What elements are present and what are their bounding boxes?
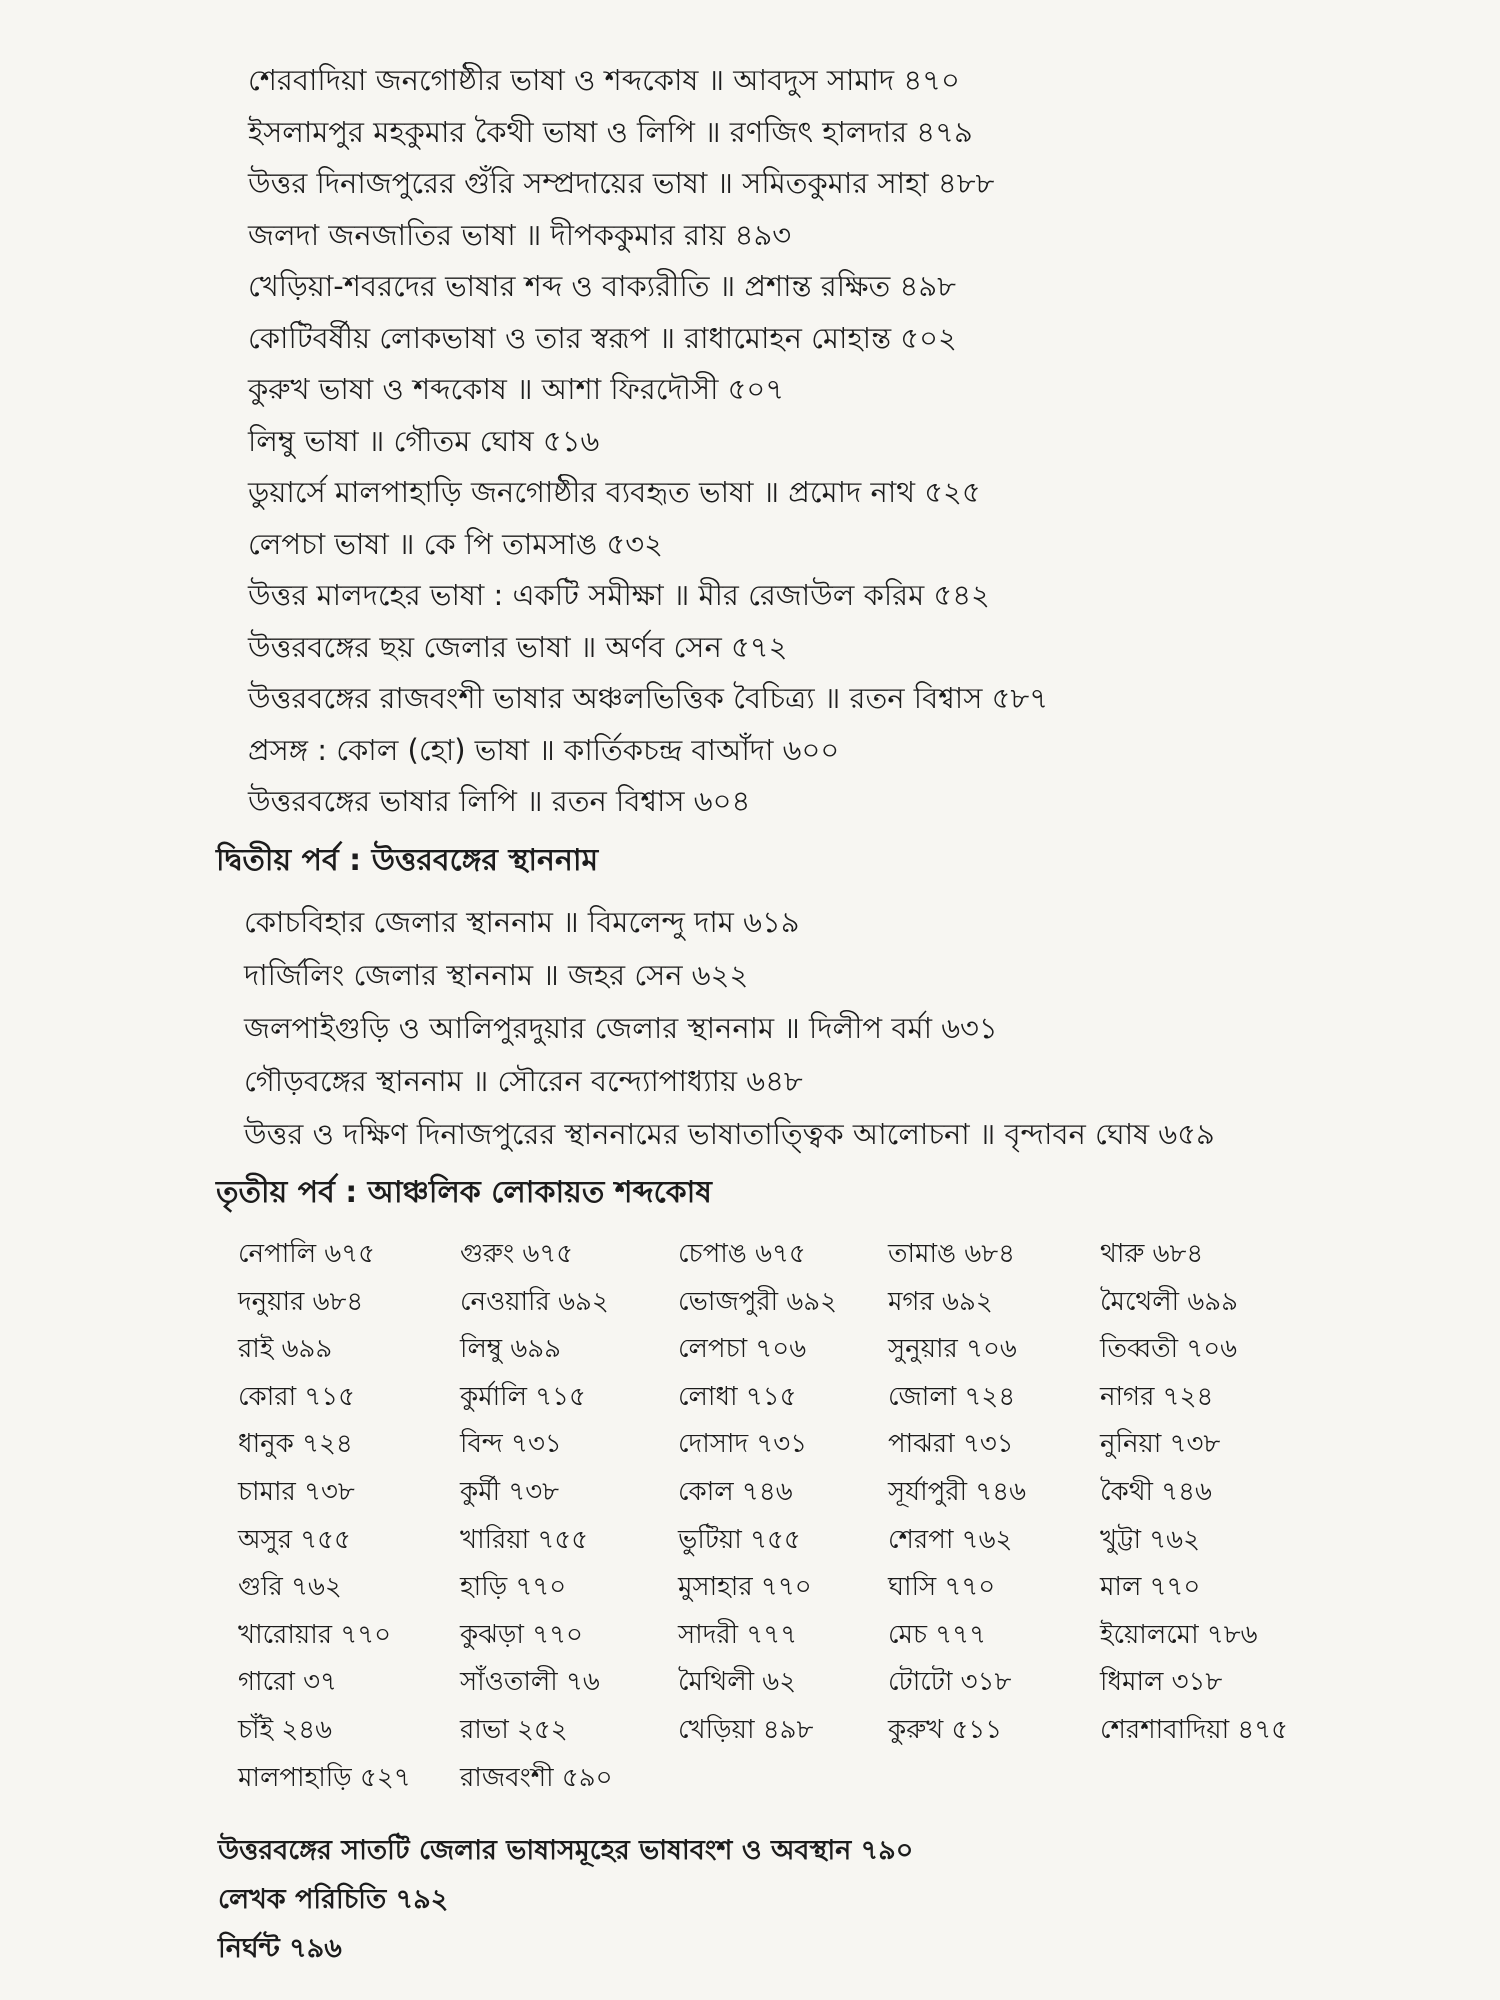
grid-row	[238, 1377, 1338, 1425]
glossary-item: সুনুয়ার ৭০৬	[888, 1334, 1017, 1365]
glossary-item: লেপচা ৭০৬	[678, 1334, 807, 1365]
toc-entry: কোচবিহার জেলার স্থাননাম ॥ বিমলেন্দু দাম ৬১৯	[244, 905, 800, 939]
glossary-item: নুনিয়া ৭৩৮	[1100, 1429, 1221, 1460]
glossary-item: মাল ৭৭০	[1100, 1572, 1201, 1603]
section-2-heading: দ্বিতীয় পর্ব : উত্তরবঙ্গের স্থাননাম	[216, 843, 599, 878]
glossary-item: কুঝড়া ৭৭০	[460, 1619, 583, 1650]
glossary-item: খারোয়ার ৭৭০	[238, 1619, 392, 1650]
glossary-item: শেরপা ৭৬২	[888, 1524, 1013, 1555]
glossary-grid	[238, 1234, 1338, 1805]
grid-row	[238, 1615, 1338, 1663]
grid-row	[238, 1758, 1338, 1806]
toc-entry: গৌড়বঙ্গের স্থাননাম ॥ সৌরেন বন্দ্যোপাধ্যায় ৬৪৮	[244, 1064, 803, 1098]
glossary-item: জোলা ৭২৪	[888, 1381, 1016, 1412]
grid-row	[238, 1329, 1338, 1377]
glossary-item: কুর্মালি ৭১৫	[460, 1381, 586, 1412]
glossary-item: ইয়োলমো ৭৮৬	[1100, 1619, 1258, 1650]
glossary-item: খেড়িয়া ৪৯৮	[678, 1714, 814, 1745]
glossary-item: সাদরী ৭৭৭	[678, 1619, 798, 1650]
grid-row	[238, 1567, 1338, 1615]
toc-entry-language-families: উত্তরবঙ্গের সাতটি জেলার ভাষাসমূহের ভাষাবংশ ও অবস্থান ৭৯০	[218, 1835, 914, 1866]
glossary-item: ধানুক ৭২৪	[238, 1429, 353, 1460]
glossary-item: কুর্মী ৭৩৮	[460, 1476, 560, 1507]
glossary-item: গারো ৩৭	[238, 1667, 337, 1698]
glossary-item: গুরুং ৬৭৫	[460, 1239, 574, 1269]
glossary-item: মেচ ৭৭৭	[888, 1619, 986, 1650]
glossary-item: মুসাহার ৭৭০	[678, 1572, 812, 1603]
glossary-item: চামার ৭৩৮	[238, 1476, 355, 1507]
grid-row	[238, 1662, 1338, 1710]
grid-row	[238, 1472, 1338, 1520]
glossary-item: টোটো ৩১৮	[888, 1667, 1012, 1698]
glossary-item: নাগর ৭২৪	[1100, 1381, 1214, 1412]
glossary-item: তিব্বতী ৭০৬	[1100, 1334, 1238, 1365]
grid-row	[238, 1424, 1338, 1472]
glossary-item: বিন্দ ৭৩১	[460, 1429, 562, 1460]
glossary-item: ভোজপুরী ৬৯২	[678, 1286, 838, 1317]
toc-entry: কোটিবর্ষীয় লোকভাষা ও তার স্বরূপ ॥ রাধামোহন মোহান্ত ৫০২	[248, 321, 957, 355]
toc-entry-author-bios: লেখক পরিচিতি ৭৯২	[218, 1884, 449, 1915]
grid-row	[238, 1520, 1338, 1568]
toc-entry: উত্তর ও দক্ষিণ দিনাজপুরের স্থাননামের ভাষাতাত্ত্বিক আলোচনা ॥ বৃন্দাবন ঘোষ ৬৫৯	[244, 1117, 1215, 1151]
glossary-item: মৈথিলী ৬২	[678, 1667, 797, 1698]
glossary-item: লোধা ৭১৫	[678, 1381, 797, 1412]
glossary-item: কোরা ৭১৫	[238, 1381, 356, 1412]
glossary-item: চেপাঙ ৬৭৫	[678, 1239, 806, 1269]
glossary-item: কৈথী ৭৪৬	[1100, 1476, 1212, 1507]
glossary-item: নেপালি ৬৭৫	[238, 1239, 376, 1269]
toc-entry: ইসলামপুর মহকুমার কৈথী ভাষা ও লিপি ॥ রণজিৎ হালদার ৪৭৯	[248, 115, 973, 149]
glossary-item: পাঝরা ৭৩১	[888, 1429, 1014, 1460]
glossary-item: ঘাসি ৭৭০	[888, 1572, 996, 1603]
section-3-heading: তৃতীয় পর্ব : আঞ্চলিক লোকায়ত শব্দকোষ	[216, 1175, 712, 1210]
toc-entry: লেপচা ভাষা ॥ কে পি তামসাঙ ৫৩২	[248, 527, 663, 561]
toc-entry: দার্জিলিং জেলার স্থাননাম ॥ জহর সেন ৬২২	[244, 958, 749, 992]
glossary-item: দনুয়ার ৬৮৪	[238, 1286, 364, 1317]
glossary-item: তামাঙ ৬৮৪	[888, 1239, 1016, 1269]
glossary-item: চাঁই ২৪৬	[238, 1714, 333, 1745]
glossary-item: থারু ৬৮৪	[1100, 1239, 1204, 1269]
toc-entry: লিম্বু ভাষা ॥ গৌতম ঘোষ ৫১৬	[248, 424, 600, 458]
glossary-item: দোসাদ ৭৩১	[678, 1429, 808, 1460]
glossary-item: নেওয়ারি ৬৯২	[460, 1286, 609, 1317]
glossary-item: হাড়ি ৭৭০	[460, 1572, 567, 1603]
toc-entry: ডুয়ার্সে মালপাহাড়ি জনগোষ্ঠীর ব্যবহৃত ভাষা ॥ প্রমোদ নাথ ৫২৫	[248, 475, 981, 509]
glossary-item: কুরুখ ৫১১	[888, 1714, 1003, 1745]
toc-entry: উত্তরবঙ্গের ছয় জেলার ভাষা ॥ অর্ণব সেন ৫৭২	[248, 630, 788, 664]
glossary-item: খারিয়া ৭৫৫	[460, 1524, 589, 1555]
glossary-item: রাই ৬৯৯	[238, 1334, 333, 1365]
glossary-item: ধিমাল ৩১৮	[1100, 1667, 1223, 1698]
glossary-item: গুরি ৭৬২	[238, 1572, 342, 1603]
glossary-item: মালপাহাড়ি ৫২৭	[238, 1762, 411, 1793]
toc-entry: উত্তর দিনাজপুরের গুঁরি সম্প্রদায়ের ভাষা ॥ সমিতকুমার সাহা ৪৮৮	[248, 166, 995, 200]
toc-entry-index: নির্ঘন্ট ৭৯৬	[218, 1933, 342, 1964]
toc-entry: জলদা জনজাতির ভাষা ॥ দীপককুমার রায় ৪৯৩	[248, 218, 792, 252]
toc-entry: জলপাইগুড়ি ও আলিপুরদুয়ার জেলার স্থাননাম ॥ দিলীপ বর্মা ৬৩১	[244, 1011, 998, 1045]
toc-entry: কুরুখ ভাষা ও শব্দকোষ ॥ আশা ফিরদৌসী ৫০৭	[248, 372, 785, 406]
glossary-item: কোল ৭৪৬	[678, 1476, 793, 1507]
grid-row	[238, 1234, 1338, 1282]
glossary-item: খুট্টা ৭৬২	[1100, 1524, 1200, 1555]
glossary-item: মগর ৬৯২	[888, 1286, 993, 1317]
toc-entry: খেড়িয়া-শবরদের ভাষার শব্দ ও বাক্যরীতি ॥ প্রশান্ত রক্ষিত ৪৯৮	[248, 269, 956, 303]
grid-row	[238, 1710, 1338, 1758]
toc-entry: উত্তরবঙ্গের ভাষার লিপি ॥ রতন বিশ্বাস ৬০৪	[248, 784, 751, 818]
toc-entry: উত্তর মালদহের ভাষা : একটি সমীক্ষা ॥ মীর রেজাউল করিম ৫৪২	[248, 578, 990, 612]
glossary-item: মৈথেলী ৬৯৯	[1100, 1286, 1238, 1317]
glossary-item: সাঁওতালী ৭৬	[460, 1667, 600, 1698]
glossary-item: রাভা ২৫২	[460, 1714, 568, 1745]
toc-entry: প্রসঙ্গ : কোল (হো) ভাষা ॥ কার্তিকচন্দ্র বাআঁদা ৬০০	[248, 733, 840, 767]
glossary-item: শেরশাবাদিয়া ৪৭৫	[1100, 1714, 1289, 1745]
toc-entry: শেরবাদিয়া জনগোষ্ঠীর ভাষা ও শব্দকোষ ॥ আবদুস সামাদ ৪৭০	[248, 63, 960, 97]
glossary-item: লিম্বু ৬৯৯	[460, 1334, 562, 1365]
glossary-item: সূর্যাপুরী ৭৪৬	[888, 1476, 1027, 1507]
glossary-item: ভুটিয়া ৭৫৫	[678, 1524, 801, 1555]
glossary-item: অসুর ৭৫৫	[238, 1524, 351, 1555]
grid-row	[238, 1282, 1338, 1330]
glossary-item: রাজবংশী ৫৯০	[460, 1762, 613, 1793]
toc-entry: উত্তরবঙ্গের রাজবংশী ভাষার অঞ্চলভিত্তিক বৈচিত্র্য ॥ রতন বিশ্বাস ৫৮৭	[248, 681, 1049, 715]
